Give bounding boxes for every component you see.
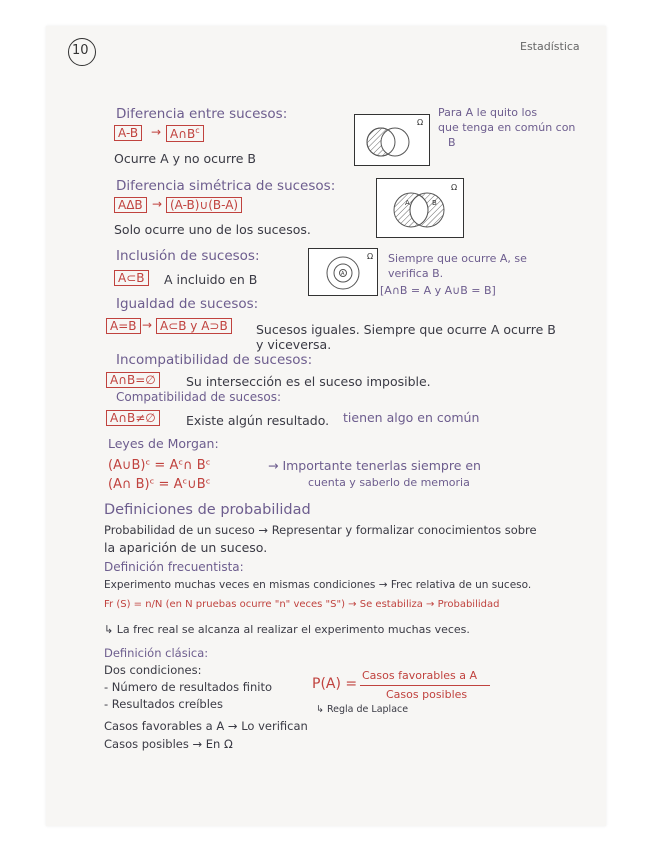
morgan-note-1: → Importante tenerlas siempre en — [268, 458, 481, 473]
compatibilidad-text: Existe algún resultado. — [186, 413, 330, 428]
svg-text:Ω: Ω — [451, 183, 458, 192]
simetrica-title: Diferencia simétrica de sucesos: — [116, 178, 336, 194]
page-number: 10 — [72, 43, 89, 58]
complement-sup: c — [195, 126, 200, 135]
igualdad-box-2: A⊂B y A⊃B — [156, 318, 232, 334]
morgan-note-2: cuenta y saberlo de memoria — [308, 476, 470, 489]
diferencia-note-2: que tenga en común con — [438, 121, 576, 134]
svg-text:A: A — [405, 199, 410, 207]
inclusion-note-1: Siempre que ocurre A, se — [388, 252, 527, 265]
svg-text:Ω: Ω — [417, 118, 424, 127]
igualdad-text-1: Sucesos iguales. Siempre que ocurre A ocurre B — [256, 322, 556, 337]
clasica-formula-note: ↳ Regla de Laplace — [316, 704, 409, 715]
clasica-line-fav: Casos favorables a A → Lo verifican — [104, 719, 308, 733]
inclusion-box: A⊂B — [114, 270, 149, 286]
probabilidad-title: Definiciones de probabilidad — [104, 502, 311, 518]
inclusion-title: Inclusión de sucesos: — [116, 248, 260, 264]
svg-text:A: A — [341, 271, 345, 277]
arrow-icon: → — [142, 318, 153, 332]
clasica-formula-left: P(A) = — [312, 676, 358, 692]
morgan-law-2: (A∩ B)ᶜ = Aᶜ∪Bᶜ — [108, 477, 211, 492]
morgan-title: Leyes de Morgan: — [108, 436, 219, 451]
frecuentista-title: Definición frecuentista: — [104, 560, 244, 574]
clasica-item-1: - Número de resultados finito — [104, 680, 273, 694]
inclusion-note-3: [A∩B = A y A∪B = B] — [380, 284, 496, 297]
simetrica-box-2: (A-B)∪(B-A) — [166, 197, 242, 213]
incompatibilidad-title: Incompatibilidad de sucesos: — [116, 352, 313, 368]
incompatibilidad-box: A∩B=∅ — [106, 372, 160, 388]
compatibilidad-note: tienen algo en común — [343, 410, 480, 425]
venn-inclusion — [308, 248, 378, 296]
frecuentista-line-3: ↳ La frec real se alcanza al realizar el experimento muchas veces. — [104, 623, 470, 636]
clasica-item-2: - Resultados creíbles — [104, 697, 223, 711]
fraction-bar — [360, 685, 490, 686]
diferencia-text: Ocurre A y no ocurre B — [114, 151, 256, 166]
inclusion-text: A incluido en B — [164, 272, 258, 287]
simetrica-box-1: AΔB — [114, 197, 147, 213]
notebook-page — [46, 26, 606, 826]
frecuentista-formula: Fr (S) = n/N (en N pruebas ocurre "n" veces "S") → Se estabiliza → Probabilidad — [104, 599, 500, 610]
probabilidad-line-2: la aparición de un suceso. — [104, 540, 268, 555]
diferencia-note-3: B — [448, 136, 456, 149]
frecuentista-line-1: Experimento muchas veces en mismas condiciones → Frec relativa de un suceso. — [104, 579, 532, 591]
compatibilidad-title: Compatibilidad de sucesos: — [116, 390, 281, 404]
header-subject: Estadística — [520, 40, 580, 53]
venn-diferencia — [354, 114, 430, 166]
probabilidad-line-1: Probabilidad de un suceso → Representar y formalizar conocimientos sobre — [104, 523, 537, 537]
svg-text:B: B — [432, 199, 437, 207]
clasica-formula-num: Casos favorables a A — [362, 669, 478, 682]
diferencia-title: Diferencia entre sucesos: — [116, 106, 288, 122]
diferencia-box-1: A-B — [114, 125, 142, 141]
venn-simetrica — [376, 178, 464, 238]
igualdad-box-1: A=B — [106, 318, 141, 334]
compatibilidad-box: A∩B≠∅ — [106, 410, 160, 426]
igualdad-text-2: y viceversa. — [256, 337, 332, 352]
diferencia-note-1: Para A le quito los — [438, 106, 538, 119]
clasica-line-pos: Casos posibles → En Ω — [104, 737, 233, 751]
simetrica-text: Solo ocurre uno de los sucesos. — [114, 222, 311, 237]
clasica-formula-den: Casos posibles — [386, 688, 468, 701]
svg-text:Ω: Ω — [367, 252, 374, 261]
clasica-sub: Dos condiciones: — [104, 663, 202, 677]
inclusion-note-2: verifica B. — [388, 267, 444, 280]
diferencia-box-2-text: A∩B — [170, 127, 196, 141]
arrow-icon: → — [152, 197, 163, 211]
clasica-title: Definición clásica: — [104, 646, 209, 660]
diferencia-box-2 — [166, 125, 204, 142]
arrow-icon: → — [151, 125, 162, 139]
incompatibilidad-text: Su intersección es el suceso imposible. — [186, 374, 431, 389]
igualdad-title: Igualdad de sucesos: — [116, 296, 259, 312]
morgan-law-1: (A∪B)ᶜ = Aᶜ∩ Bᶜ — [108, 458, 211, 473]
